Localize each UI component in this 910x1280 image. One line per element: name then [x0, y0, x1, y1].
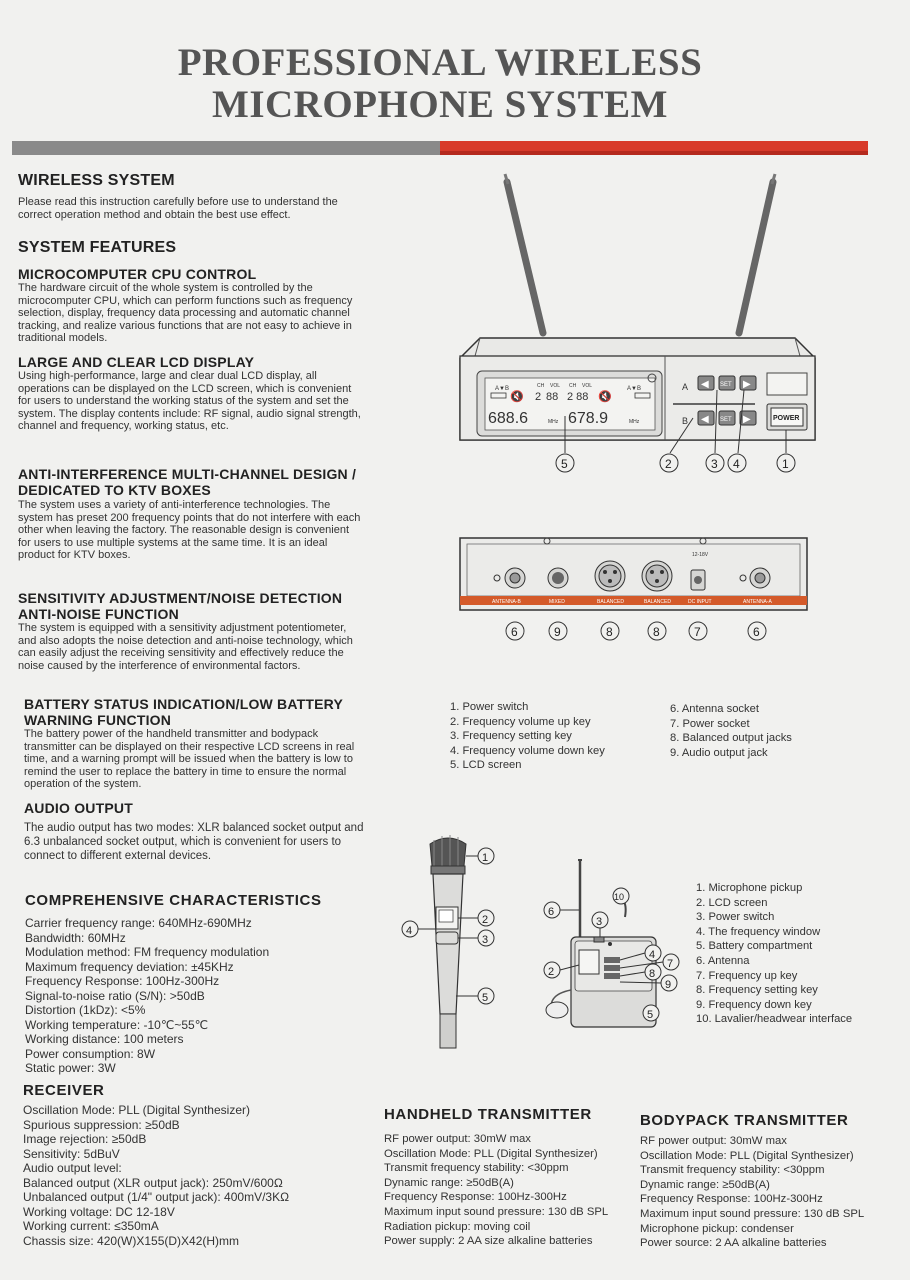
rear-label-dc-input: DC INPUT: [688, 599, 712, 605]
spec-line: Maximum frequency deviation: ±45KHz: [25, 959, 234, 974]
spec-line: Frequency Response: 100Hz-300Hz: [25, 974, 220, 988]
svg-text:VOL: VOL: [582, 383, 593, 389]
spec-line: Power consumption: 8W: [25, 1046, 156, 1061]
lcd-ch-label: CH: [537, 383, 545, 389]
spec-line: Frequency Response: 100Hz-300Hz: [384, 1191, 567, 1204]
spec-line: Maximum input sound pressure: 130 dB SPL: [640, 1207, 865, 1220]
antenna-right-icon: [739, 174, 775, 333]
bodypack-diagram: [535, 855, 685, 1035]
spec-line: Modulation method: FM frequency modulation: [25, 945, 270, 959]
svg-text:🔇: 🔇: [510, 391, 524, 403]
callout-7: 7: [694, 625, 701, 639]
list-item: 1. Microphone pickup: [696, 882, 803, 894]
callout-6b: 6: [753, 625, 760, 639]
spec-line: Unbalanced output (1/4" output jack): 400mV/3KΩ: [23, 1190, 290, 1204]
battery-heading-2: WARNING FUNCTION: [24, 712, 172, 728]
freq-down-key-a[interactable]: [698, 376, 714, 390]
bodypack-icon: [546, 860, 656, 1027]
handheld-mic-icon: [430, 835, 466, 1048]
rear-callouts: [506, 622, 766, 640]
bodypack-callout-7: 7: [667, 958, 674, 970]
spec-line: Transmit frequency stability: <30ppm: [640, 1164, 825, 1177]
spec-line: Chassis size: 420(W)X155(D)X42(H)mm: [23, 1233, 240, 1248]
spec-line: Radiation pickup: moving coil: [384, 1220, 531, 1233]
page-title: [0, 42, 880, 126]
spec-line: Power source: 2 AA alkaline batteries: [640, 1237, 827, 1250]
channel-a-label: A: [682, 382, 689, 392]
svg-text:▶: ▶: [743, 414, 751, 425]
lcd-left-frequency: 688.6: [488, 410, 529, 427]
bodypack-callout-6: 6: [548, 906, 555, 918]
rear-label-antenna-a: ANTENNA-A: [743, 599, 772, 605]
features-heading: SYSTEM FEATURES: [18, 239, 177, 256]
cpu-section: [18, 266, 363, 345]
bodypack-callout-10: 10: [614, 892, 625, 902]
comprehensive-heading: COMPREHENSIVE CHARACTERISTICS: [25, 892, 322, 909]
list-item: 1. Power switch: [450, 701, 529, 713]
title-line-1: PROFESSIONAL WIRELESS: [177, 41, 703, 84]
spec-line: Frequency Response: 100Hz-300Hz: [640, 1193, 823, 1206]
receiver-front-diagram: [455, 168, 825, 478]
list-item: 10. Lavalier/headwear interface: [696, 1013, 853, 1026]
spec-line: Working voltage: DC 12-18V: [23, 1204, 175, 1219]
audio-output-jack-icon: [548, 568, 568, 588]
spec-line: Oscillation Mode: PLL (Digital Synthesizer): [640, 1149, 854, 1162]
sensitivity-heading-2: ANTI-NOISE FUNCTION: [18, 606, 179, 622]
handheld-heading: HANDHELD TRANSMITTER: [384, 1106, 592, 1123]
lcd-heading: LARGE AND CLEAR LCD DISPLAY: [18, 354, 255, 370]
dc-voltage-label: 12-18V: [692, 552, 709, 558]
handheld-specs: [384, 1132, 608, 1249]
cpu-heading: MICROCOMPUTER CPU CONTROL: [18, 266, 257, 282]
spec-line: RF power output: 30mW max: [640, 1135, 787, 1147]
anti-heading-2: DEDICATED TO KTV BOXES: [18, 482, 211, 498]
lcd-section: [18, 354, 363, 433]
callout-8b: 8: [653, 625, 660, 639]
handheld-callout-1: 1: [482, 852, 489, 864]
spec-line: Balanced output (XLR output jack): 250mV/600Ω: [23, 1175, 283, 1190]
bodypack-specs: [640, 1134, 864, 1251]
callout-6a: 6: [511, 625, 518, 639]
divider-red: [440, 141, 868, 155]
set-label-b: SET: [720, 417, 732, 423]
anti-section: [18, 466, 363, 562]
list-item: 2. LCD screen: [696, 896, 768, 909]
receiver-parts-list-left: [450, 700, 605, 773]
svg-text:2 88: 2 88: [567, 391, 589, 403]
svg-text:◀: ◀: [701, 414, 709, 425]
list-item: 2. Frequency volume up key: [450, 715, 591, 728]
wireless-heading: WIRELESS SYSTEM: [18, 172, 175, 189]
receiver-rear-diagram: [455, 530, 815, 650]
power-label: POWER: [773, 415, 800, 422]
spec-line: Oscillation Mode: PLL (Digital Synthesizer): [23, 1103, 250, 1117]
spec-line: Dynamic range: ≥50dB(A): [640, 1178, 770, 1191]
callout-9: 9: [554, 625, 561, 639]
set-label-a: SET: [720, 382, 732, 388]
bodypack-callout-2: 2: [548, 966, 555, 978]
lcd-vol-label: VOL: [550, 383, 561, 389]
spec-line: Dynamic range: ≥50dB(A): [384, 1176, 514, 1189]
callout-1: 1: [782, 457, 789, 471]
sensitivity-text: The system is equipped with a sensitivity adjustment potentiometer, and also adopts the noise detection and anti-noise technology, which can easily adjust the receiving sensitivity and effectively reduce the noise caused by the interference of environmental factors.: [18, 622, 353, 672]
handheld-section: [384, 1106, 608, 1249]
lcd-vol-value: 88: [546, 391, 559, 403]
freq-set-key-b[interactable]: [719, 411, 735, 425]
anti-text: The system uses a variety of anti-interference technologies. The system has preset 200 frequency points that do not interfere with each other when leaving the factory. The reasonable design is convenient for users to use multiple systems at the same time. It is an ideal product for KTV boxes.: [18, 499, 361, 562]
list-item: 6. Antenna socket: [670, 703, 759, 715]
receiver-chassis: [460, 338, 815, 440]
list-item: 6. Antenna: [696, 954, 750, 967]
lcd-right-unit: MHz: [629, 419, 640, 425]
list-item: 9. Audio output jack: [670, 746, 768, 759]
list-item: 7. Frequency up key: [696, 969, 798, 982]
rear-label-balanced-1: BALANCED: [597, 599, 624, 605]
bodypack-callout-8: 8: [649, 968, 656, 980]
callout-2: 2: [665, 457, 672, 471]
list-item: 8. Frequency setting key: [696, 984, 818, 997]
bodypack-callout-5: 5: [647, 1009, 654, 1021]
list-item: 4. Frequency volume down key: [450, 744, 605, 757]
lcd-text: Using high-performance, large and clear dual LCD display, all operations can be displayed on the LCD screen, which is convenient for users to understand the working status of the system and set the system. The display contents include: RF signal, audio signal strength, channel and frequency, working status, etc.: [18, 370, 361, 433]
bodypack-heading: BODYPACK TRANSMITTER: [640, 1112, 849, 1129]
list-item: 7. Power socket: [670, 717, 750, 730]
xlr-jack-b-icon: [595, 561, 625, 591]
power-switch[interactable]: [767, 404, 807, 430]
handheld-callout-5: 5: [482, 992, 489, 1004]
spec-line: Image rejection: ≥50dB: [23, 1132, 147, 1146]
wireless-text: Please read this instruction carefully before use to understand the correct operation method and obtain the best use effect.: [18, 196, 338, 221]
spec-line: Distortion (1kDz): <5%: [25, 1003, 146, 1017]
comprehensive-section: [25, 892, 370, 1076]
handheld-callout-3: 3: [482, 934, 489, 946]
battery-heading-1: BATTERY STATUS INDICATION/LOW BATTERY: [24, 696, 344, 712]
svg-text:A▼B: A▼B: [495, 386, 509, 392]
spec-line: Bandwidth: 60MHz: [25, 930, 126, 945]
spec-line: Static power: 3W: [25, 1061, 116, 1075]
battery-text: The battery power of the handheld transmitter and bodypack transmitter can be displayed on their respective LCD screens in real time, and a warning prompt will be issued when the battery is low to remind the user to replace the battery in time to ensure the normal operation of the system.: [24, 728, 355, 791]
spec-line: Spurious suppression: ≥50dB: [23, 1117, 180, 1132]
audio-text: The audio output has two modes: XLR balanced socket output and 6.3 unbalanced socket output, which is convenient for users to connect to different external devices.: [24, 822, 364, 862]
spec-line: Working current: ≤350mA: [23, 1219, 159, 1233]
features-section: [18, 239, 363, 257]
callout-5: 5: [561, 457, 568, 471]
spec-line: Sensitivity: 5dBuV: [23, 1146, 120, 1161]
spec-line: Carrier frequency range: 640MHz-690MHz: [25, 916, 252, 930]
handheld-callout-2: 2: [482, 914, 489, 926]
antenna-left-icon: [505, 174, 543, 333]
divider-gray: [12, 141, 440, 155]
lcd-right-frequency: 678.9: [568, 410, 609, 427]
xlr-jack-a-icon: [642, 561, 672, 591]
svg-text:🔇: 🔇: [598, 391, 612, 403]
bodypack-section: [640, 1112, 864, 1251]
freq-up-key-b[interactable]: [740, 411, 756, 425]
svg-text:▶: ▶: [743, 379, 751, 390]
wireless-section: [18, 172, 363, 221]
bodypack-callout-3: 3: [596, 916, 603, 928]
sensitivity-section: [18, 590, 363, 672]
sensitivity-heading-1: SENSITIVITY ADJUSTMENT/NOISE DETECTION: [18, 590, 343, 606]
svg-text:A▼B: A▼B: [627, 386, 641, 392]
spec-line: RF power output: 30mW max: [384, 1133, 531, 1145]
spec-line: Working distance: 100 meters: [25, 1032, 184, 1046]
receiver-section: [23, 1082, 368, 1248]
spec-line: Microphone pickup: condenser: [640, 1222, 794, 1235]
handheld-callout-4: 4: [406, 925, 413, 937]
audio-heading: AUDIO OUTPUT: [24, 800, 133, 816]
callout-4: 4: [733, 457, 740, 471]
spec-line: Oscillation Mode: PLL (Digital Synthesizer): [384, 1147, 598, 1160]
channel-b-label: B: [682, 416, 689, 426]
lcd-ch-value: 2: [535, 391, 542, 403]
spec-line: Audio output level:: [23, 1161, 122, 1175]
receiver-specs: [23, 1103, 368, 1248]
cpu-text: The hardware circuit of the whole system is controlled by the microcomputer CPU, which can perform functions such as frequency selection, display, frequency data processing and automatic channel tracking, and realize various functions that are not easy to achieve in traditional models.: [18, 282, 353, 345]
list-item: 3. Power switch: [696, 911, 775, 924]
bodypack-callout-4: 4: [649, 949, 656, 961]
freq-set-key-a[interactable]: [719, 376, 735, 390]
title-line-2: MICROPHONE SYSTEM: [212, 83, 668, 126]
callout-8a: 8: [606, 625, 613, 639]
rear-label-balanced-2: BALANCED: [644, 599, 671, 605]
list-item: 8. Balanced output jacks: [670, 732, 792, 745]
comprehensive-specs: [25, 916, 370, 1076]
list-item: 3. Frequency setting key: [450, 730, 572, 743]
list-item: 5. LCD screen: [450, 759, 522, 772]
lcd-left-unit: MHz: [548, 419, 559, 425]
receiver-parts-list-right: [670, 702, 792, 760]
transmitter-parts-list: [696, 881, 852, 1027]
anti-heading-1: ANTI-INTERFERENCE MULTI-CHANNEL DESIGN /: [18, 466, 357, 482]
rear-label-antenna-b: ANTENNA-B: [492, 599, 521, 605]
spec-line: Signal-to-noise ratio (S/N): >50dB: [25, 988, 205, 1003]
list-item: 5. Battery compartment: [696, 940, 813, 953]
audio-section: [24, 800, 369, 863]
bodypack-callout-9: 9: [665, 979, 672, 991]
list-item: 9. Frequency down key: [696, 998, 812, 1011]
freq-down-key-b[interactable]: [698, 411, 714, 425]
spec-line: Power supply: 2 AA size alkaline batteries: [384, 1235, 593, 1248]
receiver-heading: RECEIVER: [23, 1082, 105, 1099]
rear-label-mixed: MIXED: [549, 599, 565, 605]
svg-text:CH: CH: [569, 383, 577, 389]
battery-section: [24, 696, 369, 791]
handheld-mic-diagram: [398, 832, 508, 1054]
freq-up-key-a[interactable]: [740, 376, 756, 390]
svg-text:◀: ◀: [701, 379, 709, 390]
spec-line: Transmit frequency stability: <30ppm: [384, 1162, 569, 1175]
spec-line: Working temperature: -10℃~55℃: [25, 1017, 209, 1032]
list-item: 4. The frequency window: [696, 925, 821, 938]
callout-3: 3: [711, 457, 718, 471]
spec-line: Maximum input sound pressure: 130 dB SPL: [384, 1205, 609, 1218]
